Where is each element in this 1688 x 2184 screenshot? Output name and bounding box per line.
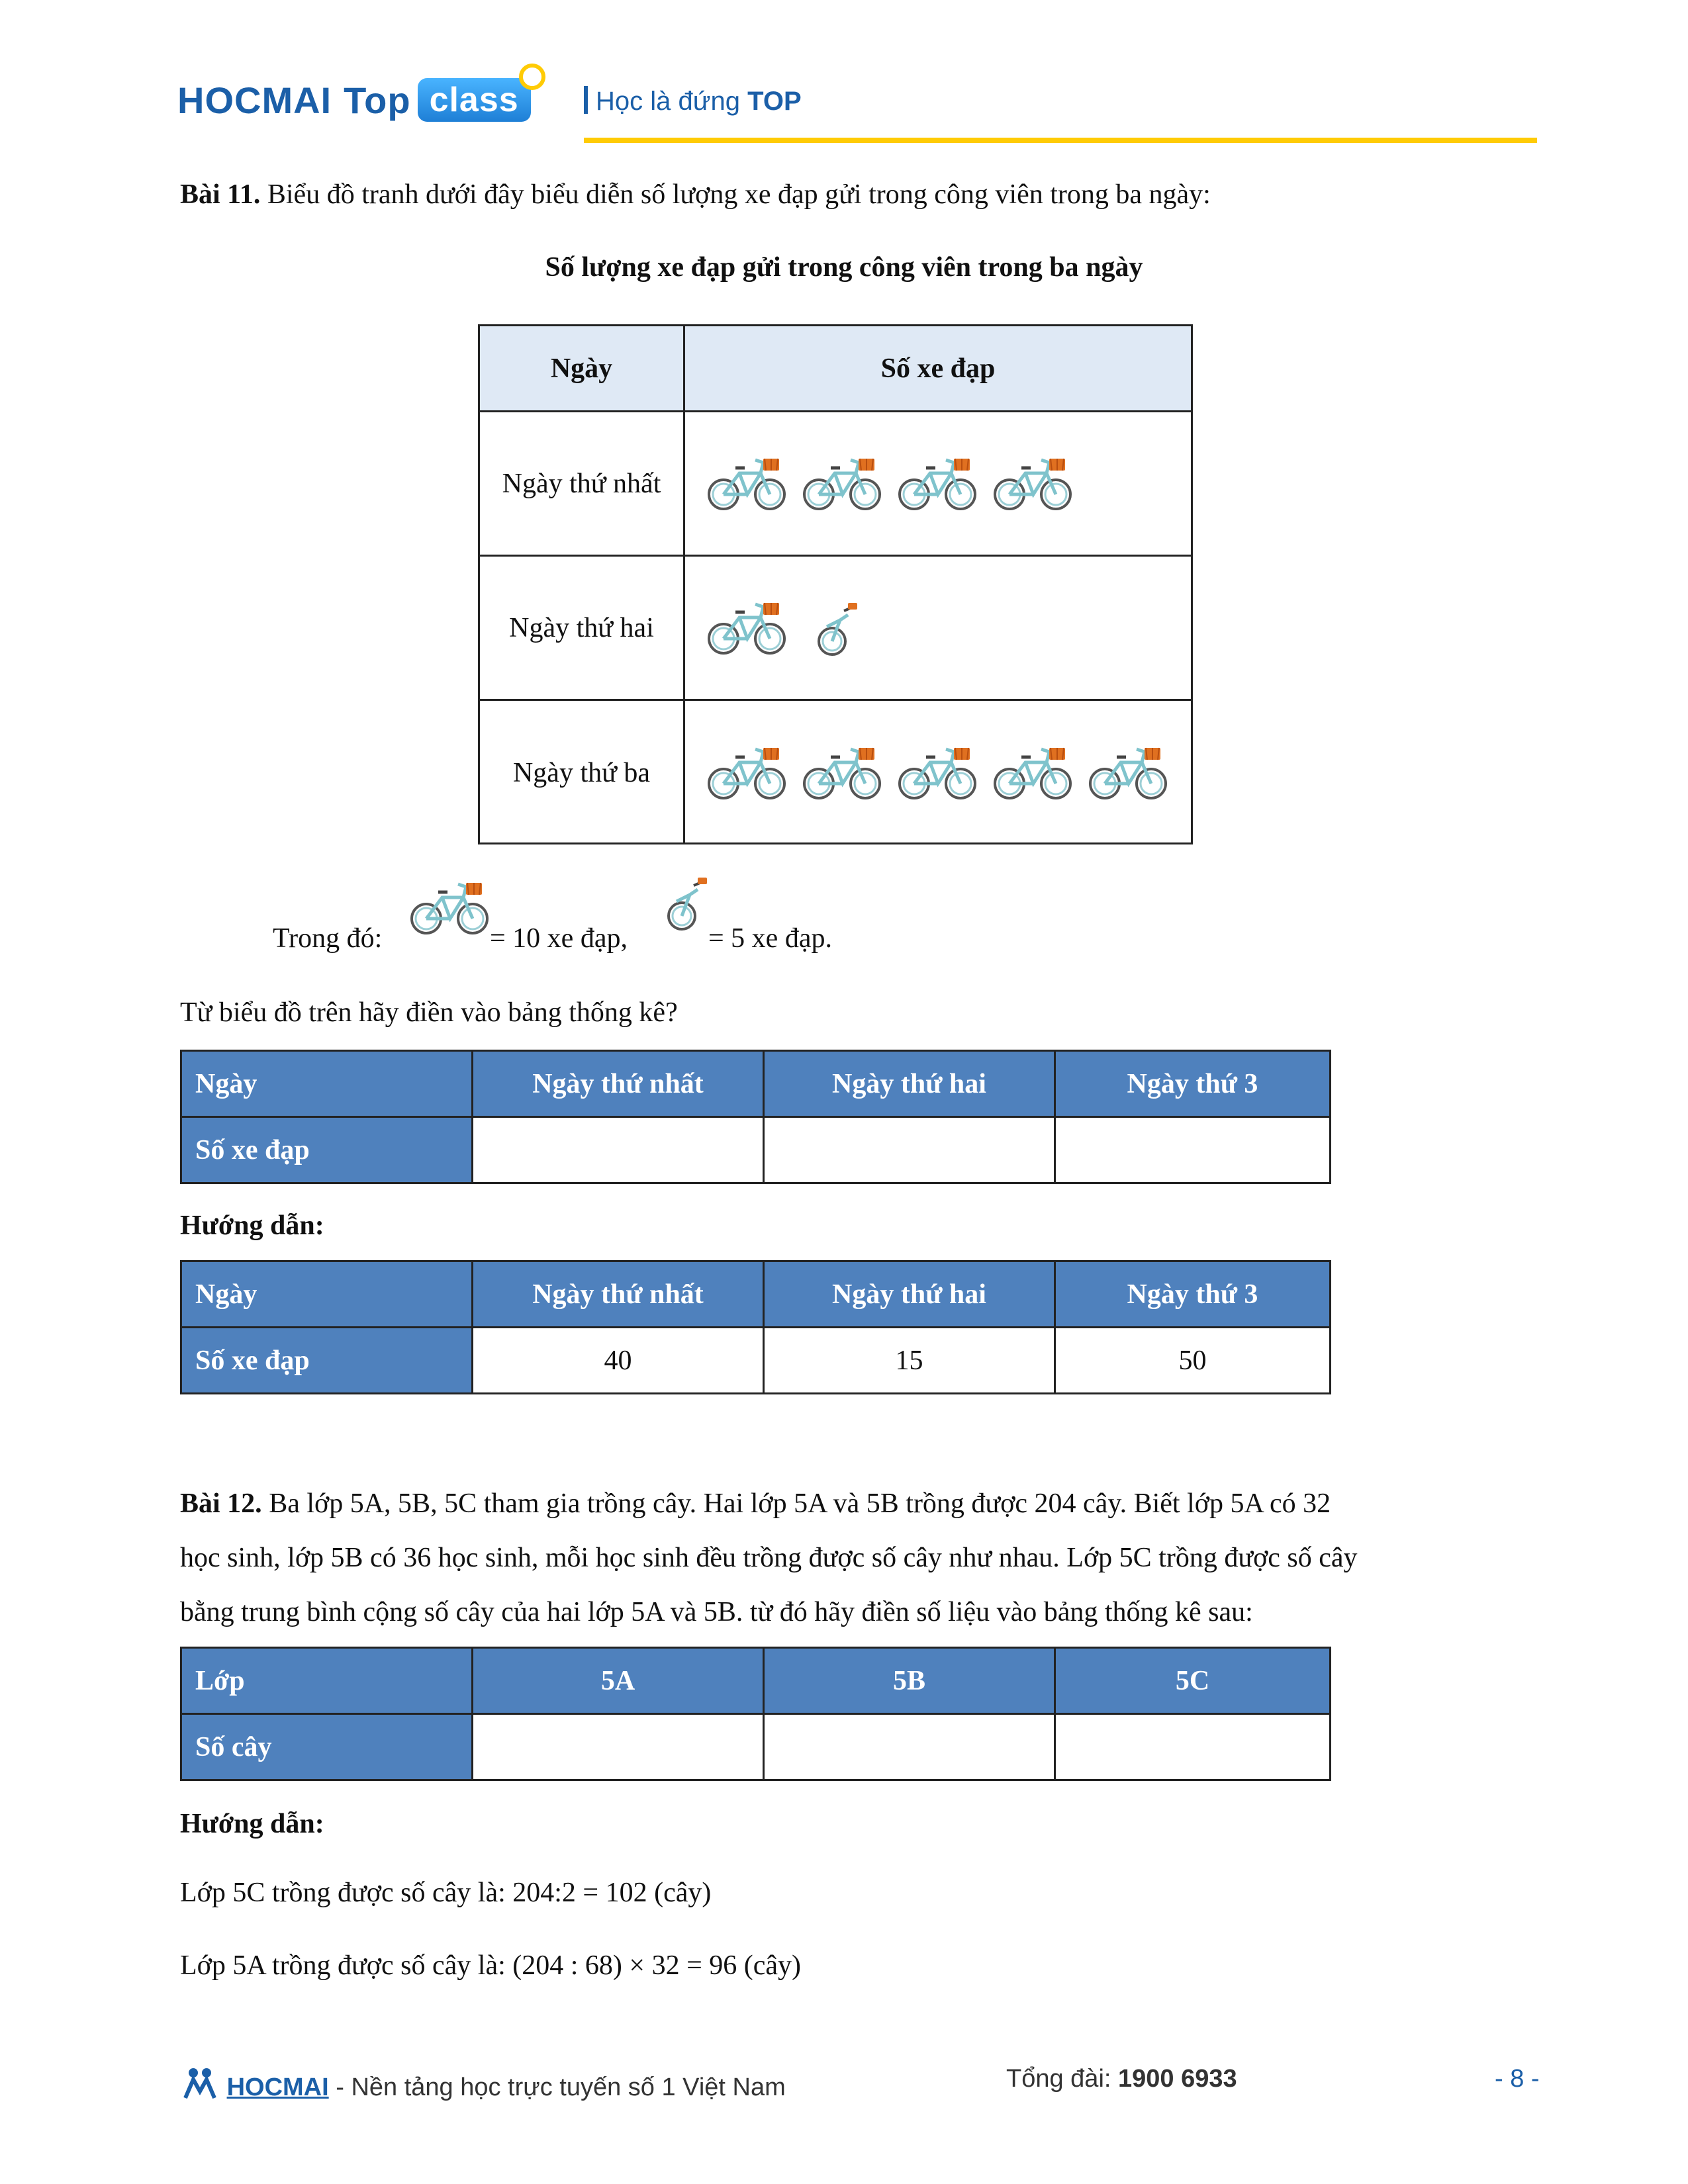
pictograph-header — [480, 326, 1191, 412]
pictograph-day: Ngày thứ ba — [480, 701, 685, 844]
table-header-cell: Ngày thứ 3 — [1055, 1051, 1331, 1117]
bicycle-full-icon — [991, 743, 1074, 803]
tagline — [584, 86, 802, 116]
table-row-label: Số cây — [181, 1714, 473, 1780]
bai12-step2-unit: (cây) — [743, 1950, 802, 1981]
pictograph-row — [480, 701, 1191, 844]
bicycle-full-icon — [896, 453, 979, 514]
hotline-label: Tổng đài: — [1006, 2065, 1111, 2093]
pictograph-header-day: Ngày — [480, 326, 685, 410]
bai12-step2-math: (204 : 68) × 32 = 96 — [512, 1950, 737, 1981]
bai11-intro — [180, 177, 1211, 212]
bicycle-full-icon — [705, 743, 788, 803]
tagline-strong: TOP — [747, 87, 802, 116]
bai11-label: Bài 11. — [180, 179, 261, 210]
bai11-guide-label: Hướng dẫn: — [180, 1210, 324, 1241]
logo-class: class — [429, 81, 519, 119]
bai12-text-1: Ba lớp 5A, 5B, 5C tham gia trồng cây. Hai lớp 5A và 5B trồng được 204 cây. Biết lớp 5A có 32 — [261, 1488, 1331, 1519]
table-cell-blank — [764, 1714, 1055, 1780]
table-header-cell: Ngày thứ hai — [764, 1051, 1055, 1117]
footer-hotline — [1006, 2065, 1237, 2093]
pictograph-row — [480, 412, 1191, 557]
bai12-line3: bằng trung bình cộng số cây của hai lớp 5A và 5B. từ đó hãy điền số liệu vào bảng thống kê sau: — [180, 1597, 1253, 1627]
table-header-cell: Ngày — [181, 1261, 473, 1328]
table-header-cell: Ngày — [181, 1051, 473, 1117]
bike-icons — [685, 412, 1191, 555]
page-number: - 8 - — [1495, 2065, 1540, 2093]
table-cell-blank — [1055, 1117, 1331, 1183]
table-cell-blank — [473, 1117, 764, 1183]
bicycle-full-icon — [800, 453, 884, 514]
logo-class-badge — [418, 78, 531, 122]
bai11-question: Từ biểu đồ trên hãy điền vào bảng thống kê? — [180, 997, 678, 1028]
table-cell-blank — [473, 1714, 764, 1780]
logo-top: Top — [344, 79, 411, 121]
bicycle-full-icon — [705, 598, 788, 659]
pictograph-day: Ngày thứ nhất — [480, 412, 685, 555]
table-header-cell: Ngày thứ 3 — [1055, 1261, 1331, 1328]
bai12-label: Bài 12. — [180, 1488, 262, 1519]
bai12-step2 — [180, 1948, 801, 1983]
bike-icons — [685, 557, 1191, 699]
pictograph-table — [478, 324, 1193, 844]
table-row-label: Số xe đạp — [181, 1328, 473, 1394]
sun-icon — [519, 64, 545, 90]
answer-cell: 50 — [1055, 1328, 1331, 1394]
bicycle-half-icon — [800, 598, 884, 659]
table-cell-blank — [764, 1117, 1055, 1183]
legend-prefix: Trong đó: — [273, 923, 383, 954]
table-header-cell: 5A — [473, 1648, 764, 1714]
logo-hocmai: HOCMAI — [177, 79, 332, 121]
bicycle-full-icon — [705, 453, 788, 514]
table-row-label: Số xe đạp — [181, 1117, 473, 1183]
bai12-blank-table — [180, 1647, 1331, 1781]
bai12-step2-prefix: Lớp 5A trồng được số cây là: — [180, 1950, 506, 1981]
table-cell-blank — [1055, 1714, 1331, 1780]
table-header-cell: Ngày thứ nhất — [473, 1261, 764, 1328]
pictograph-header-count: Số xe đạp — [880, 353, 996, 384]
table-header-cell: Ngày thứ hai — [764, 1261, 1055, 1328]
pictograph-day: Ngày thứ hai — [480, 557, 685, 699]
bai12-step1: Lớp 5C trồng được số cây là: 204:2 = 102 (cây) — [180, 1878, 712, 1908]
bicycle-full-icon — [800, 743, 884, 803]
bai11-text: Biểu đồ tranh dưới đây biểu diễn số lượng xe đạp gửi trong công viên trong ba ngày: — [260, 179, 1211, 210]
footer-slogan: - Nền tảng học trực tuyến số 1 Việt Nam — [328, 2073, 786, 2101]
legend-half: = 5 xe đạp. — [708, 923, 832, 954]
bai12-line1 — [180, 1486, 1331, 1521]
bicycle-full-icon — [1086, 743, 1170, 803]
bai11-blank-table — [180, 1050, 1331, 1184]
bicycle-full-icon — [896, 743, 979, 803]
hocmai-topclass-logo — [177, 78, 531, 122]
bai11-answer-table — [180, 1260, 1331, 1394]
chart-title: Số lượng xe đạp gửi trong công viên trong ba ngày — [545, 252, 1143, 283]
footer-brand-link[interactable]: HOCMAI — [226, 2073, 329, 2101]
footer-left — [180, 2065, 786, 2105]
pictograph-row — [480, 557, 1191, 701]
bai12-line2: học sinh, lớp 5B có 36 học sinh, mỗi học sinh đều trồng được số cây như nhau. Lớp 5C trồng được số cây — [180, 1543, 1358, 1573]
bicycle-full-icon — [991, 453, 1074, 514]
table-header-cell: Ngày thứ nhất — [473, 1051, 764, 1117]
divider — [584, 86, 588, 114]
answer-cell: 15 — [764, 1328, 1055, 1394]
bicycle-full-icon — [408, 878, 491, 938]
hotline-number: 1900 6933 — [1118, 2065, 1237, 2093]
table-header-cell: 5C — [1055, 1648, 1331, 1714]
table-header-cell: Lớp — [181, 1648, 473, 1714]
table-header-cell: 5B — [764, 1648, 1055, 1714]
bike-icons — [685, 701, 1191, 844]
answer-cell: 40 — [473, 1328, 764, 1394]
hocmai-people-icon — [180, 2065, 220, 2105]
legend-full: = 10 xe đạp, — [490, 923, 628, 954]
bai12-guide-label: Hướng dẫn: — [180, 1809, 324, 1839]
header-rule — [584, 138, 1537, 143]
tagline-text: Học là đứng — [596, 87, 741, 116]
